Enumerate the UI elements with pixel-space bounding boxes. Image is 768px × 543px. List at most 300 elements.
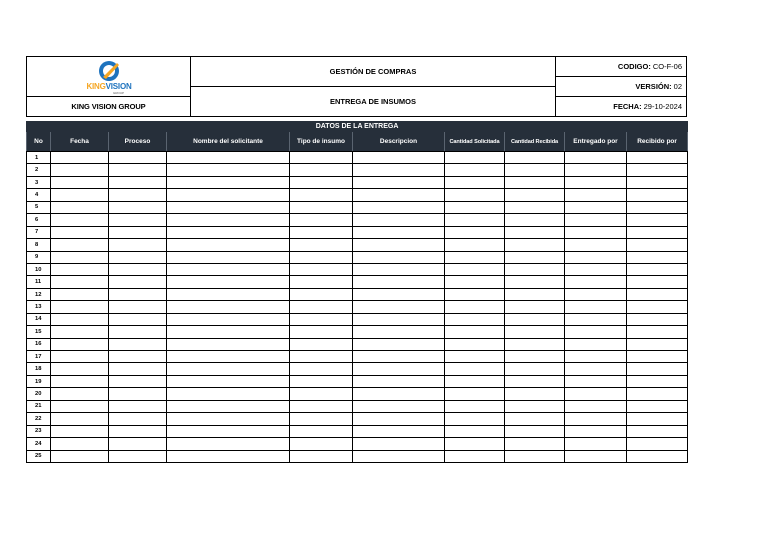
table-cell[interactable] <box>627 438 688 450</box>
table-cell[interactable] <box>627 226 688 238</box>
column-header-7: Cantidad Recibida <box>505 132 565 152</box>
table-cell[interactable] <box>109 251 167 263</box>
table-cell[interactable] <box>51 438 109 450</box>
table-cell[interactable] <box>109 201 167 213</box>
table-cell[interactable] <box>109 338 167 350</box>
fecha-field: FECHA: 29-10-2024 <box>555 97 686 116</box>
table-cell[interactable] <box>353 375 445 387</box>
table-cell[interactable] <box>505 251 565 263</box>
table-cell[interactable] <box>627 363 688 375</box>
table-cell[interactable] <box>167 214 290 226</box>
table-cell[interactable] <box>290 239 353 251</box>
row-number: 10 <box>27 263 51 275</box>
table-cell[interactable] <box>505 438 565 450</box>
table-header-row <box>27 132 688 152</box>
table-cell[interactable] <box>51 363 109 375</box>
table-cell[interactable] <box>109 176 167 188</box>
version-field: VERSIÓN: 02 <box>555 77 686 97</box>
table-row <box>27 201 688 213</box>
row-number: 22 <box>27 413 51 425</box>
table-cell[interactable] <box>167 176 290 188</box>
table-cell[interactable] <box>565 400 627 412</box>
column-header-4: Tipo de insumo <box>290 132 353 152</box>
table-cell[interactable] <box>565 176 627 188</box>
table-cell[interactable] <box>290 388 353 400</box>
table-cell[interactable] <box>353 276 445 288</box>
row-number: 24 <box>27 438 51 450</box>
table-cell[interactable] <box>167 413 290 425</box>
table-row <box>27 326 688 338</box>
table-cell[interactable] <box>565 425 627 437</box>
table-cell[interactable] <box>167 351 290 363</box>
table-cell[interactable] <box>505 363 565 375</box>
table-cell[interactable] <box>445 438 505 450</box>
table-cell[interactable] <box>565 375 627 387</box>
table-cell[interactable] <box>290 226 353 238</box>
table-cell[interactable] <box>445 375 505 387</box>
table-cell[interactable] <box>353 425 445 437</box>
table-cell[interactable] <box>290 301 353 313</box>
table-cell[interactable] <box>51 351 109 363</box>
table-cell[interactable] <box>290 189 353 201</box>
table-cell[interactable] <box>167 201 290 213</box>
row-number: 19 <box>27 375 51 387</box>
table-cell[interactable] <box>627 176 688 188</box>
table-cell[interactable] <box>51 176 109 188</box>
table-cell[interactable] <box>353 251 445 263</box>
table-cell[interactable] <box>353 189 445 201</box>
table-row <box>27 351 688 363</box>
column-header-0: No <box>27 132 51 152</box>
table-cell[interactable] <box>505 189 565 201</box>
table-row <box>27 239 688 251</box>
table-cell[interactable] <box>51 201 109 213</box>
table-row <box>27 388 688 400</box>
table-cell[interactable] <box>51 288 109 300</box>
table-row <box>27 338 688 350</box>
table-cell[interactable] <box>51 326 109 338</box>
table-cell[interactable] <box>627 388 688 400</box>
table-row <box>27 176 688 188</box>
column-header-3: Nombre del solicitante <box>167 132 290 152</box>
table-cell[interactable] <box>51 313 109 325</box>
table-cell[interactable] <box>167 450 290 462</box>
table-cell[interactable] <box>627 375 688 387</box>
table-cell[interactable] <box>565 214 627 226</box>
table-row <box>27 288 688 300</box>
table-cell[interactable] <box>627 214 688 226</box>
table-band-title: DATOS DE LA ENTREGA <box>27 122 688 132</box>
table-cell[interactable] <box>565 201 627 213</box>
table-cell[interactable] <box>167 400 290 412</box>
table-cell[interactable] <box>167 251 290 263</box>
table-cell[interactable] <box>290 375 353 387</box>
table-cell[interactable] <box>290 438 353 450</box>
row-number: 9 <box>27 251 51 263</box>
table-cell[interactable] <box>290 351 353 363</box>
table-cell[interactable] <box>51 226 109 238</box>
row-number: 15 <box>27 326 51 338</box>
table-cell[interactable] <box>353 363 445 375</box>
table-cell[interactable] <box>167 375 290 387</box>
table-cell[interactable] <box>167 388 290 400</box>
table-cell[interactable] <box>505 201 565 213</box>
table-cell[interactable] <box>353 214 445 226</box>
row-number: 12 <box>27 288 51 300</box>
table-cell[interactable] <box>445 239 505 251</box>
row-number: 6 <box>27 214 51 226</box>
table-cell[interactable] <box>290 313 353 325</box>
table-cell[interactable] <box>109 363 167 375</box>
table-cell[interactable] <box>445 313 505 325</box>
row-number: 23 <box>27 425 51 437</box>
table-cell[interactable] <box>445 201 505 213</box>
table-cell[interactable] <box>445 226 505 238</box>
table-cell[interactable] <box>353 301 445 313</box>
table-cell[interactable] <box>565 313 627 325</box>
table-cell[interactable] <box>167 226 290 238</box>
table-cell[interactable] <box>353 152 445 164</box>
table-cell[interactable] <box>353 351 445 363</box>
form-title: GESTIÓN DE COMPRAS <box>191 57 555 87</box>
table-cell[interactable] <box>353 450 445 462</box>
table-cell[interactable] <box>627 288 688 300</box>
table-cell[interactable] <box>109 226 167 238</box>
table-cell[interactable] <box>290 263 353 275</box>
table-cell[interactable] <box>167 363 290 375</box>
table-cell[interactable] <box>353 176 445 188</box>
table-cell[interactable] <box>445 425 505 437</box>
table-cell[interactable] <box>290 276 353 288</box>
row-number: 13 <box>27 301 51 313</box>
table-cell[interactable] <box>565 388 627 400</box>
delivery-table <box>26 121 688 463</box>
table-row <box>27 313 688 325</box>
table-cell[interactable] <box>445 276 505 288</box>
table-cell[interactable] <box>51 214 109 226</box>
table-cell[interactable] <box>167 425 290 437</box>
table-cell[interactable] <box>565 152 627 164</box>
table-cell[interactable] <box>505 276 565 288</box>
table-cell[interactable] <box>445 450 505 462</box>
table-cell[interactable] <box>109 276 167 288</box>
row-number: 4 <box>27 189 51 201</box>
table-cell[interactable] <box>109 413 167 425</box>
table-cell[interactable] <box>505 351 565 363</box>
table-cell[interactable] <box>505 176 565 188</box>
table-cell[interactable] <box>445 251 505 263</box>
table-cell[interactable] <box>167 164 290 176</box>
table-cell[interactable] <box>627 338 688 350</box>
table-cell[interactable] <box>505 450 565 462</box>
table-cell[interactable] <box>109 375 167 387</box>
table-row <box>27 400 688 412</box>
table-cell[interactable] <box>109 450 167 462</box>
table-cell[interactable] <box>353 400 445 412</box>
table-cell[interactable] <box>627 164 688 176</box>
table-cell[interactable] <box>353 226 445 238</box>
table-row <box>27 152 688 164</box>
table-cell[interactable] <box>565 450 627 462</box>
table-cell[interactable] <box>627 263 688 275</box>
table-cell[interactable] <box>505 313 565 325</box>
table-row <box>27 164 688 176</box>
row-number: 14 <box>27 313 51 325</box>
table-cell[interactable] <box>167 301 290 313</box>
table-cell[interactable] <box>51 388 109 400</box>
table-row <box>27 425 688 437</box>
table-cell[interactable] <box>51 338 109 350</box>
table-cell[interactable] <box>167 152 290 164</box>
table-cell[interactable] <box>109 351 167 363</box>
table-cell[interactable] <box>290 251 353 263</box>
table-cell[interactable] <box>505 388 565 400</box>
table-cell[interactable] <box>565 251 627 263</box>
row-number: 1 <box>27 152 51 164</box>
table-cell[interactable] <box>109 263 167 275</box>
row-number: 7 <box>27 226 51 238</box>
table-cell[interactable] <box>290 288 353 300</box>
table-cell[interactable] <box>627 201 688 213</box>
table-cell[interactable] <box>51 425 109 437</box>
table-cell[interactable] <box>167 263 290 275</box>
table-cell[interactable] <box>565 276 627 288</box>
table-cell[interactable] <box>109 400 167 412</box>
table-cell[interactable] <box>627 189 688 201</box>
table-cell[interactable] <box>51 239 109 251</box>
form-sheet <box>26 56 687 463</box>
table-cell[interactable] <box>290 176 353 188</box>
table-row <box>27 263 688 275</box>
table-cell[interactable] <box>505 226 565 238</box>
logo-cell <box>27 57 191 97</box>
row-number: 25 <box>27 450 51 462</box>
table-cell[interactable] <box>505 214 565 226</box>
table-cell[interactable] <box>445 351 505 363</box>
table-cell[interactable] <box>505 239 565 251</box>
table-cell[interactable] <box>445 263 505 275</box>
logo-wordmark: KINGVISION <box>86 82 132 91</box>
table-cell[interactable] <box>505 164 565 176</box>
table-cell[interactable] <box>167 239 290 251</box>
logo-subtext: GROUP <box>113 91 125 95</box>
table-cell[interactable] <box>109 288 167 300</box>
column-header-2: Proceso <box>109 132 167 152</box>
table-cell[interactable] <box>445 388 505 400</box>
table-cell[interactable] <box>565 351 627 363</box>
table-cell[interactable] <box>167 276 290 288</box>
table-cell[interactable] <box>109 326 167 338</box>
table-cell[interactable] <box>505 338 565 350</box>
table-cell[interactable] <box>290 425 353 437</box>
table-cell[interactable] <box>353 313 445 325</box>
table-cell[interactable] <box>109 388 167 400</box>
table-cell[interactable] <box>627 301 688 313</box>
table-cell[interactable] <box>445 288 505 300</box>
table-cell[interactable] <box>290 400 353 412</box>
table-cell[interactable] <box>445 176 505 188</box>
table-cell[interactable] <box>565 288 627 300</box>
table-cell[interactable] <box>109 438 167 450</box>
table-cell[interactable] <box>505 425 565 437</box>
table-cell[interactable] <box>627 313 688 325</box>
table-row <box>27 189 688 201</box>
table-cell[interactable] <box>627 413 688 425</box>
column-header-1: Fecha <box>51 132 109 152</box>
form-header <box>26 56 687 117</box>
table-cell[interactable] <box>353 338 445 350</box>
codigo-field: CODIGO: CO-F-06 <box>555 57 686 77</box>
table-cell[interactable] <box>109 189 167 201</box>
table-cell[interactable] <box>445 338 505 350</box>
table-row <box>27 413 688 425</box>
table-cell[interactable] <box>627 251 688 263</box>
table-row <box>27 276 688 288</box>
table-row <box>27 375 688 387</box>
table-cell[interactable] <box>565 438 627 450</box>
table-cell[interactable] <box>51 263 109 275</box>
row-number: 3 <box>27 176 51 188</box>
table-cell[interactable] <box>627 276 688 288</box>
table-cell[interactable] <box>505 400 565 412</box>
column-header-8: Entregado por <box>565 132 627 152</box>
table-cell[interactable] <box>445 363 505 375</box>
table-cell[interactable] <box>565 413 627 425</box>
table-cell[interactable] <box>505 288 565 300</box>
table-row <box>27 251 688 263</box>
table-cell[interactable] <box>565 164 627 176</box>
company-logo <box>79 60 139 94</box>
table-cell[interactable] <box>290 363 353 375</box>
table-cell[interactable] <box>290 326 353 338</box>
table-cell[interactable] <box>109 425 167 437</box>
table-cell[interactable] <box>51 164 109 176</box>
table-cell[interactable] <box>353 438 445 450</box>
column-header-6: Cantidad Solicitada <box>445 132 505 152</box>
table-cell[interactable] <box>627 450 688 462</box>
table-cell[interactable] <box>505 152 565 164</box>
row-number: 2 <box>27 164 51 176</box>
table-cell[interactable] <box>109 164 167 176</box>
row-number: 17 <box>27 351 51 363</box>
table-cell[interactable] <box>353 413 445 425</box>
table-cell[interactable] <box>505 326 565 338</box>
column-header-9: Recibido por <box>627 132 688 152</box>
table-row <box>27 438 688 450</box>
table-cell[interactable] <box>290 201 353 213</box>
table-cell[interactable] <box>505 375 565 387</box>
table-cell[interactable] <box>290 164 353 176</box>
table-cell[interactable] <box>353 201 445 213</box>
table-cell[interactable] <box>505 413 565 425</box>
table-cell[interactable] <box>353 388 445 400</box>
table-cell[interactable] <box>627 326 688 338</box>
table-cell[interactable] <box>505 301 565 313</box>
table-row <box>27 226 688 238</box>
table-cell[interactable] <box>167 189 290 201</box>
table-cell[interactable] <box>51 375 109 387</box>
row-number: 8 <box>27 239 51 251</box>
table-cell[interactable] <box>445 326 505 338</box>
row-number: 11 <box>27 276 51 288</box>
table-cell[interactable] <box>51 413 109 425</box>
table-row <box>27 363 688 375</box>
row-number: 20 <box>27 388 51 400</box>
column-header-5: Descripcion <box>353 132 445 152</box>
table-cell[interactable] <box>51 189 109 201</box>
table-cell[interactable] <box>565 239 627 251</box>
table-cell[interactable] <box>627 239 688 251</box>
table-cell[interactable] <box>167 326 290 338</box>
table-cell[interactable] <box>505 263 565 275</box>
table-cell[interactable] <box>290 413 353 425</box>
table-cell[interactable] <box>445 214 505 226</box>
table-cell[interactable] <box>565 326 627 338</box>
table-cell[interactable] <box>167 338 290 350</box>
table-cell[interactable] <box>627 152 688 164</box>
table-cell[interactable] <box>353 239 445 251</box>
table-cell[interactable] <box>565 338 627 350</box>
row-number: 21 <box>27 400 51 412</box>
table-cell[interactable] <box>167 288 290 300</box>
table-cell[interactable] <box>51 152 109 164</box>
table-cell[interactable] <box>353 288 445 300</box>
table-cell[interactable] <box>290 338 353 350</box>
table-cell[interactable] <box>353 164 445 176</box>
table-body <box>27 152 688 463</box>
table-cell[interactable] <box>109 214 167 226</box>
table-cell[interactable] <box>290 450 353 462</box>
form-subtitle: ENTREGA DE INSUMOS <box>330 97 416 106</box>
table-cell[interactable] <box>109 239 167 251</box>
table-cell[interactable] <box>51 276 109 288</box>
table-cell[interactable] <box>565 263 627 275</box>
row-number: 16 <box>27 338 51 350</box>
table-cell[interactable] <box>167 313 290 325</box>
table-cell[interactable] <box>627 351 688 363</box>
table-cell[interactable] <box>627 425 688 437</box>
table-cell[interactable] <box>445 164 505 176</box>
table-row <box>27 450 688 462</box>
table-cell[interactable] <box>290 214 353 226</box>
table-cell[interactable] <box>445 189 505 201</box>
table-cell[interactable] <box>353 326 445 338</box>
table-cell[interactable] <box>565 363 627 375</box>
table-cell[interactable] <box>51 251 109 263</box>
table-cell[interactable] <box>565 189 627 201</box>
table-row <box>27 214 688 226</box>
table-cell[interactable] <box>290 152 353 164</box>
table-cell[interactable] <box>109 152 167 164</box>
row-number: 18 <box>27 363 51 375</box>
table-cell[interactable] <box>109 301 167 313</box>
table-cell[interactable] <box>353 263 445 275</box>
table-cell[interactable] <box>445 400 505 412</box>
table-cell[interactable] <box>51 301 109 313</box>
table-cell[interactable] <box>445 301 505 313</box>
table-cell[interactable] <box>51 400 109 412</box>
company-name: KING VISION GROUP <box>27 97 191 116</box>
table-cell[interactable] <box>627 400 688 412</box>
table-cell[interactable] <box>565 226 627 238</box>
table-cell[interactable] <box>445 413 505 425</box>
table-cell[interactable] <box>51 450 109 462</box>
table-cell[interactable] <box>109 313 167 325</box>
table-cell[interactable] <box>565 301 627 313</box>
table-cell[interactable] <box>445 152 505 164</box>
table-row <box>27 301 688 313</box>
table-cell[interactable] <box>167 438 290 450</box>
